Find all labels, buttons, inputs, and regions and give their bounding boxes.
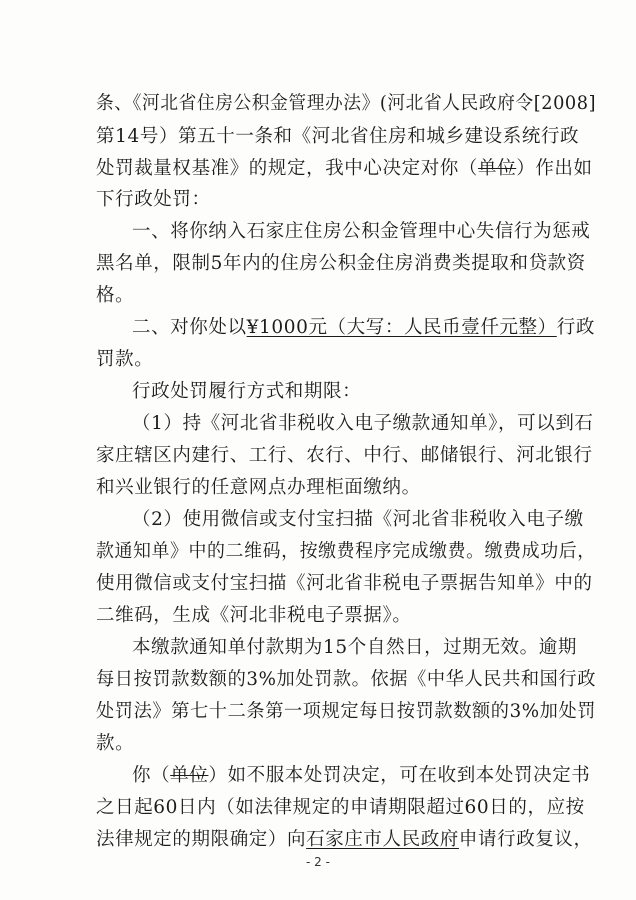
paragraph-line: [96, 157, 593, 181]
line-text: 行政: [556, 317, 595, 338]
paragraph-line: （2）使用微信或支付宝扫描《河北省非税收入电子缴: [132, 509, 584, 530]
page-number: - 2 -: [306, 855, 330, 869]
paragraph-line: 条、《河北省住房公积金管理办法》(河北省人民政府令[2008]: [96, 93, 597, 114]
paragraph-line: [132, 764, 590, 788]
line-text: 申请行政复议，: [458, 829, 593, 850]
paragraph-line: 处罚法》第七十二条第一项规定每日按罚款数额的3%加处罚: [96, 701, 597, 722]
paragraph-line: 罚款。: [96, 349, 154, 370]
paragraph-line: （1）持《河北省非税收入电子缴款通知单》，可以到石: [132, 413, 594, 434]
paragraph-line: 下行政处罚：: [96, 189, 211, 210]
struck-text: 单位: [170, 765, 209, 786]
paragraph-line: 款。: [96, 733, 135, 754]
paragraph-line: 行政处罚履行方式和期限：: [132, 381, 362, 402]
paragraph-line: [132, 316, 595, 340]
line-text: 二、对你处以: [132, 317, 247, 338]
line-text: 你（: [132, 765, 171, 786]
paragraph-line: 和兴业银行的任意网点办理柜面缴纳。: [96, 477, 421, 498]
authority-name: 石家庄市人民政府: [306, 829, 459, 850]
paragraph-line: 二维码，生成《河北非税电子票据》。: [96, 605, 412, 626]
paragraph-line: 使用微信或支付宝扫描《河北省非税电子票据告知单》中的: [96, 573, 593, 594]
paragraph-line: 家庄辖区内建行、工行、农行、中行、邮储银行、河北银行: [96, 445, 593, 466]
struck-text: 单位: [478, 158, 517, 179]
paragraph-line: 之日起60日内（如法律规定的申请期限超过60日的，应按: [96, 797, 585, 818]
paragraph-line: 第14号）第五十一条和《河北省住房和城乡建设系统行政: [96, 126, 580, 147]
paragraph-line: [96, 828, 593, 852]
line-text: 法律规定的期限确定）向: [96, 829, 307, 850]
paragraph-line: 黑名单，限制5年内的住房公积金住房消费类提取和贷款资: [96, 253, 586, 274]
line-text: ）作出如: [516, 158, 593, 179]
fine-amount: ¥1000元（大写：人民币壹仟元整）: [246, 317, 557, 338]
paragraph-line: 每日按罚款数额的3%加处罚款。依据《中华人民共和国行政: [96, 669, 597, 690]
paragraph-line: 一、将你纳入石家庄住房公积金管理中心失信行为惩戒: [132, 221, 591, 242]
paragraph-line: 格。: [96, 285, 135, 306]
paragraph-line: 本缴款通知单付款期为15个自然日，过期无效。逾期: [132, 637, 577, 658]
paragraph-line: 款通知单》中的二维码，按缴费程序完成缴费。缴费成功后，: [96, 541, 596, 562]
line-text: ）如不服本处罚决定，可在收到本处罚决定书: [208, 765, 591, 786]
line-text: 处罚裁量权基准》的规定，我中心决定对你（: [96, 158, 479, 179]
